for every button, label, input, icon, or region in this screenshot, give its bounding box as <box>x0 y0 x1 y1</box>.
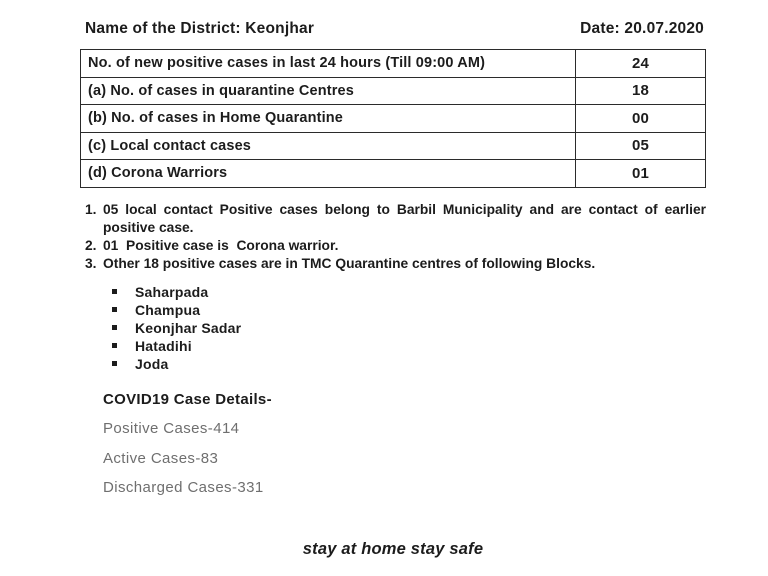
table-row <box>81 50 706 78</box>
covid-case-details <box>80 391 706 497</box>
case-stats-table <box>80 49 706 188</box>
note-text: Other 18 positive cases are in TMC Quarantine centres of following Blocks. <box>103 255 596 271</box>
district-title: Name of the District: Keonjhar <box>85 20 315 37</box>
active-cases-line: Active Cases-83 <box>103 449 219 467</box>
row-value: 18 <box>576 77 706 105</box>
row-value: 00 <box>576 105 706 133</box>
blocks-list <box>80 283 706 373</box>
block-item: Champua <box>112 301 706 319</box>
note-item <box>85 255 706 273</box>
note-text: 05 local contact Positive cases belong to Barbil Municipality and are contact of earlier positive case. <box>103 201 706 235</box>
notes-list <box>80 201 706 273</box>
row-label: (d) Corona Warriors <box>81 160 576 188</box>
block-item: Keonjhar Sadar <box>112 319 706 337</box>
note-number: 2. <box>85 237 97 253</box>
row-label: (a) No. of cases in quarantine Centres <box>81 77 576 105</box>
case-details-heading: COVID19 Case Details- <box>103 390 272 408</box>
note-number: 3. <box>85 255 97 271</box>
document-header <box>80 20 706 38</box>
block-item: Joda <box>112 355 706 373</box>
table-row <box>81 160 706 188</box>
row-value: 01 <box>576 160 706 188</box>
note-item <box>85 201 706 237</box>
footer-message: stay at home stay safe <box>302 540 484 558</box>
row-label: (c) Local contact cases <box>81 132 576 160</box>
row-label: (b) No. of cases in Home Quarantine <box>81 105 576 133</box>
note-text: 01 Positive case is Corona warrior. <box>103 237 339 253</box>
table-row <box>81 132 706 160</box>
positive-cases-line: Positive Cases-414 <box>103 420 240 437</box>
table-row <box>81 77 706 105</box>
block-item: Hatadihi <box>112 337 706 355</box>
row-label: No. of new positive cases in last 24 hours (Till 09:00 AM) <box>81 50 576 78</box>
note-item <box>85 237 706 255</box>
note-number: 1. <box>85 201 97 217</box>
block-item: Saharpada <box>112 283 706 301</box>
table-row <box>81 105 706 133</box>
discharged-cases-line: Discharged Cases-331 <box>103 479 264 496</box>
row-value: 24 <box>576 50 706 78</box>
row-value: 05 <box>576 132 706 160</box>
report-date: Date: 20.07.2020 <box>580 20 704 37</box>
